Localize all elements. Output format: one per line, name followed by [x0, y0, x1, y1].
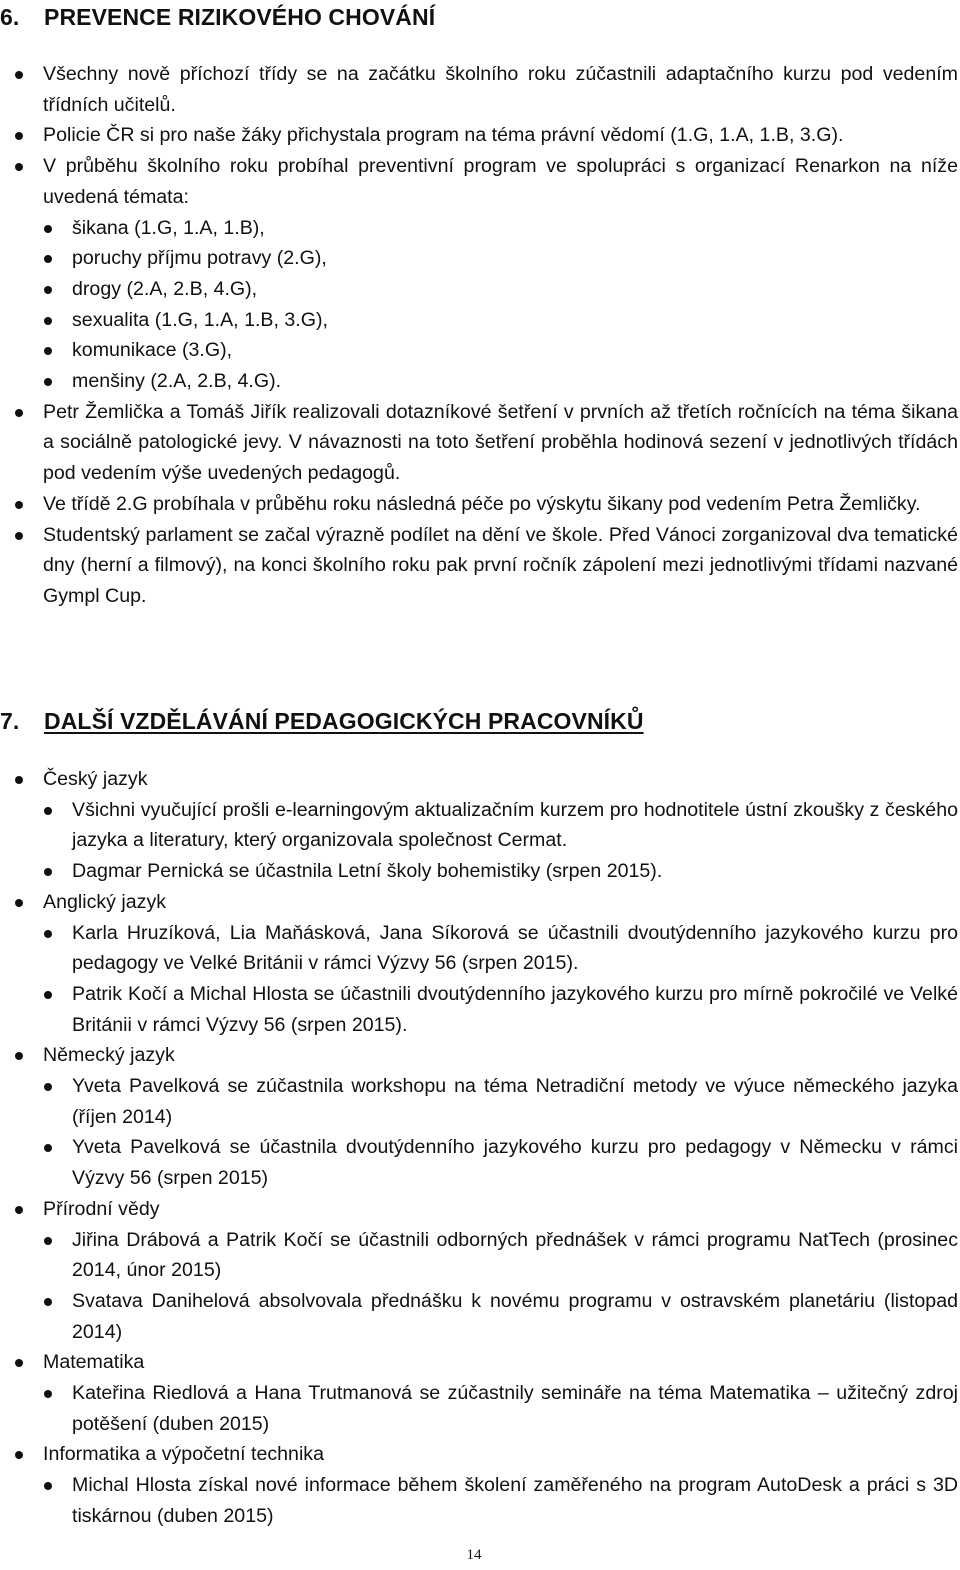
- section-6-heading: [0, 4, 435, 31]
- section-7-title: DALŠÍ VZDĚLÁVÁNÍ PEDAGOGICKÝCH PRACOVNÍKŮ: [44, 708, 644, 734]
- sublist-item-text: Jiřina Drábová a Patrik Kočí se účastnili odborných přednášek v rámci programu NatTech (prosinec 2014, únor 2015): [72, 1228, 958, 1282]
- subject-label: Anglický jazyk: [43, 890, 167, 913]
- bullet-icon: [44, 225, 52, 233]
- sublist-item: [43, 979, 958, 1040]
- section-6-list: [0, 59, 958, 612]
- list-item-text: V průběhu školního roku probíhal preventivní program ve spolupráci s organizací Renarkon na níže uvedená témata:: [43, 155, 958, 208]
- subject-group-czech: [0, 764, 958, 887]
- list-item-text: Policie ČR si pro naše žáky přichystala program na téma právní vědomí (1.G, 1.A, 1.B, 3.G).: [43, 124, 844, 147]
- sublist-item: [43, 305, 958, 336]
- subject-label: Český jazyk: [43, 768, 148, 790]
- bullet-icon: [44, 1083, 52, 1091]
- section-7-heading: [0, 708, 644, 735]
- sublist-item: [43, 243, 958, 274]
- page-number: 14: [466, 1547, 482, 1563]
- bullet-icon: [15, 409, 23, 417]
- bullet-icon: [44, 1390, 52, 1398]
- bullet-icon: [44, 1482, 52, 1490]
- bullet-icon: [44, 991, 52, 999]
- bullet-icon: [44, 930, 52, 938]
- bullet-icon: [15, 71, 23, 79]
- bullet-icon: [44, 347, 52, 355]
- sublist-item-text: drogy (2.A, 2.B, 4.G),: [72, 277, 258, 300]
- bullet-icon: [15, 1451, 23, 1459]
- bullet-icon: [44, 807, 52, 815]
- subject-group-informatics: [0, 1439, 958, 1531]
- sublist-item-text: menšiny (2.A, 2.B, 4.G).: [72, 370, 282, 393]
- bullet-icon: [44, 1144, 52, 1152]
- sublist-item: [43, 1378, 958, 1439]
- sublist-item-text: Dagmar Pernická se účastnila Letní školy bohemistiky (srpen 2015).: [72, 860, 663, 883]
- bullet-icon: [15, 132, 23, 140]
- bullet-icon: [44, 255, 52, 263]
- list-item-text: Ve třídě 2.G probíhala v průběhu roku následná péče po výskytu šikany pod vedením Petra Žemličky.: [43, 492, 921, 515]
- subject-group-science: [0, 1194, 958, 1348]
- sublist-item: [43, 795, 958, 856]
- sublist-item-text: Kateřina Riedlová a Hana Trutmanová se zúčastnily semináře na téma Matematika – užitečný zdroj potěšení (duben 2015): [72, 1382, 958, 1435]
- subject-sublist: [43, 1470, 958, 1531]
- sublist-item: [43, 1470, 958, 1531]
- sublist-item: [43, 918, 958, 979]
- bullet-icon: [15, 899, 23, 907]
- subject-label: Přírodní vědy: [43, 1197, 160, 1220]
- list-item-text: Studentský parlament se začal výrazně podílet na dění ve škole. Před Vánoci zorganizoval dva tematické dny (herní a filmový), na konci školního roku pak první ročník zápolení mezi jednotlivými třídami nazvané Gympl Cup.: [43, 523, 958, 607]
- subject-group-english: [0, 887, 958, 1041]
- section-6-title: PREVENCE RIZIKOVÉHO CHOVÁNÍ: [44, 4, 436, 30]
- sublist-item: [43, 1071, 958, 1132]
- bullet-icon: [44, 1237, 52, 1245]
- subject-label: Matematika: [43, 1351, 145, 1374]
- list-item-text: Petr Žemlička a Tomáš Jiřík realizovali dotazníkové šetření v prvních až třetích ročnících na téma šikana a sociálně patologické jevy. V návaznosti na toto šetření proběhla hodinová sezení v jednotlivých třídách pod vedením výše uvedených pedagogů.: [43, 400, 958, 485]
- section-7-number: 7.: [0, 708, 20, 734]
- sublist-item-text: Patrik Kočí a Michal Hlosta se účastnili dvoutýdenního jazykového kurzu pro mírně pokročilé ve Velké Británii v rámci Výzvy 56 (srpen 2015).: [72, 982, 958, 1036]
- subject-sublist: [43, 1071, 958, 1194]
- bullet-icon: [44, 317, 52, 325]
- list-item: [0, 489, 958, 520]
- sublist-item: [43, 213, 958, 244]
- list-item: [0, 120, 958, 151]
- sublist-item-text: Yveta Pavelková se účastnila dvoutýdenního jazykového kurzu pro pedagogy v Německu v rámci Výzvy 56 (srpen 2015): [72, 1136, 958, 1190]
- list-item: [0, 397, 958, 489]
- sublist-item: [43, 335, 958, 366]
- sublist-item: [43, 1132, 958, 1193]
- sublist-item-text: Svatava Danihelová absolvovala přednášku k novému programu v ostravském planetáriu (listopad 2014): [72, 1289, 958, 1343]
- bullet-icon: [15, 532, 23, 540]
- subject-label: Informatika a výpočetní technika: [43, 1443, 324, 1466]
- sublist-item: [43, 274, 958, 305]
- sublist-item: [43, 1286, 958, 1347]
- sublist-item: [43, 366, 958, 397]
- bullet-icon: [15, 1206, 23, 1214]
- bullet-icon: [15, 776, 23, 784]
- list-item-text: Všechny nově příchozí třídy se na začátku školního roku zúčastnili adaptačního kurzu pod vedením třídních učitelů.: [43, 63, 958, 116]
- bullet-icon: [44, 1298, 52, 1306]
- sublist-item-text: poruchy příjmu potravy (2.G),: [72, 247, 327, 270]
- list-item: [0, 520, 958, 612]
- sublist-item-text: Všichni vyučující prošli e-learningovým aktualizačním kurzem pro hodnotitele ústní zkoušky z českého jazyka a literatury, který organizovala společnost Cermat.: [72, 798, 958, 852]
- sublist-item-text: Karla Hruzíková, Lia Maňásková, Jana Síkorová se účastnili dvoutýdenního jazykového kurzu pro pedagogy ve Velké Británii v rámci Výzvy 56 (srpen 2015).: [72, 921, 958, 975]
- subject-sublist: [43, 918, 958, 1041]
- sublist-item-text: Yveta Pavelková se zúčastnila workshopu na téma Netradiční metody ve výuce německého jazyka (říjen 2014): [72, 1075, 958, 1128]
- section-7-list: [0, 764, 958, 1532]
- sublist-item-text: Michal Hlosta získal nové informace během školení zaměřeného na program AutoDesk a práci s 3D tiskárnou (duben 2015): [72, 1474, 958, 1527]
- bullet-icon: [44, 286, 52, 294]
- topics-sublist: [43, 213, 958, 397]
- bullet-icon: [15, 163, 23, 171]
- bullet-icon: [15, 501, 23, 509]
- bullet-icon: [15, 1359, 23, 1367]
- subject-label: Německý jazyk: [43, 1044, 175, 1067]
- subject-sublist: [43, 795, 958, 887]
- section-6-number: 6.: [0, 4, 20, 30]
- list-item: [0, 151, 958, 397]
- sublist-item-text: šikana (1.G, 1.A, 1.B),: [72, 216, 265, 239]
- subject-sublist: [43, 1225, 958, 1348]
- sublist-item: [43, 856, 958, 887]
- subject-group-math: [0, 1347, 958, 1439]
- subject-group-german: [0, 1040, 958, 1194]
- bullet-icon: [44, 868, 52, 876]
- sublist-item: [43, 1225, 958, 1286]
- sublist-item-text: komunikace (3.G),: [72, 339, 233, 362]
- sublist-item-text: sexualita (1.G, 1.A, 1.B, 3.G),: [72, 308, 328, 331]
- list-item: [0, 59, 958, 120]
- subject-sublist: [43, 1378, 958, 1439]
- bullet-icon: [44, 378, 52, 386]
- bullet-icon: [15, 1052, 23, 1060]
